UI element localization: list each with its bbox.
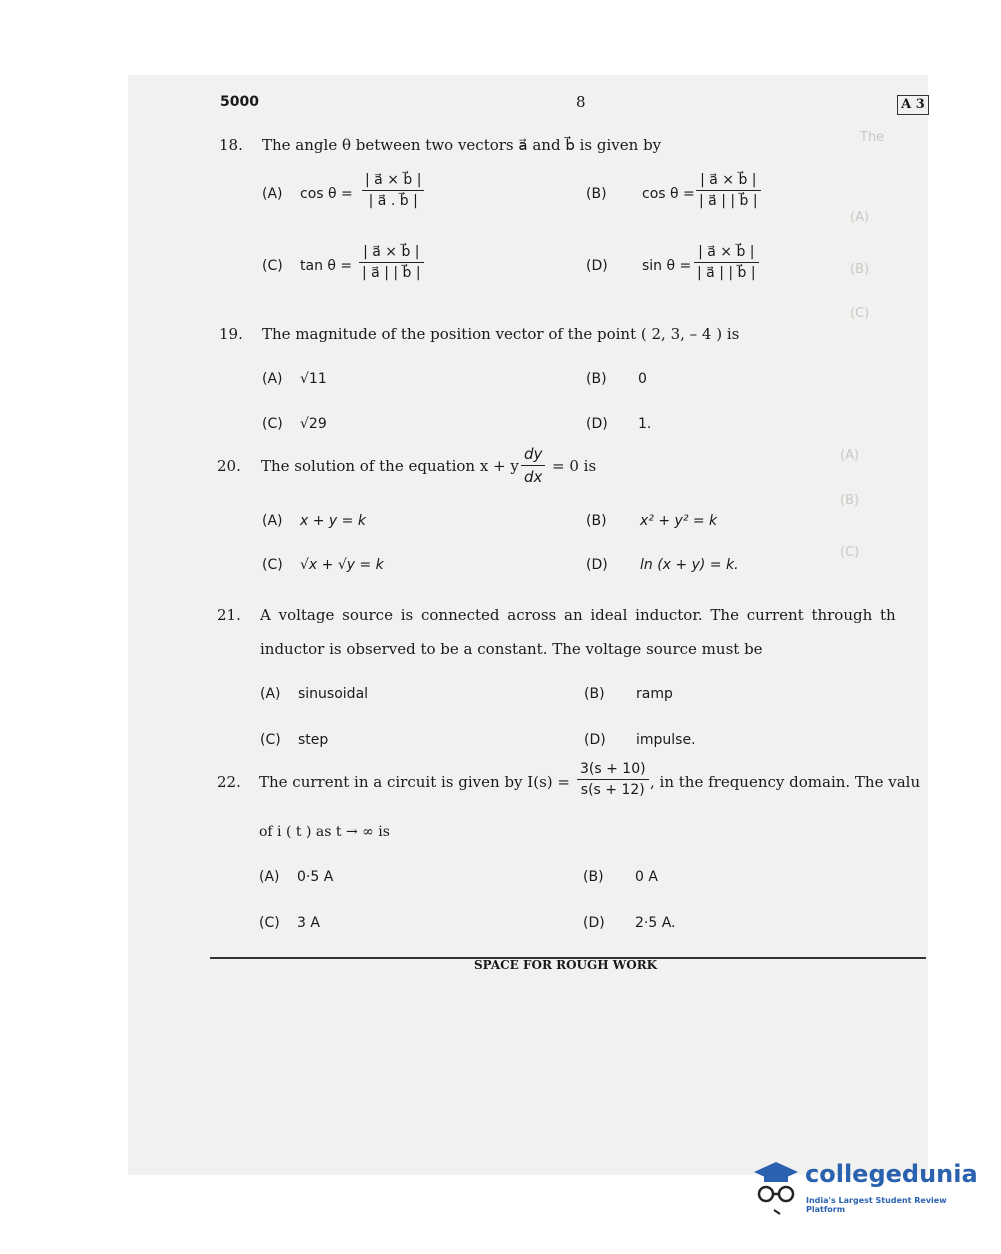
question-text: The current in a circuit is given by I(s) = xyxy=(259,773,570,791)
option-c xyxy=(262,557,384,573)
fraction-numerator: 3(s + 10) xyxy=(580,761,646,777)
option-label: (A) xyxy=(262,513,283,529)
option-label: (C) xyxy=(262,258,283,274)
option-lhs: sin θ = xyxy=(642,258,692,274)
fraction-numerator: | a⃗ × b⃗ | xyxy=(698,244,755,260)
fraction-denominator: s(s + 12) xyxy=(580,782,645,798)
option-d xyxy=(586,258,691,274)
option-label: (C) xyxy=(260,732,281,748)
option-label: (D) xyxy=(586,416,608,432)
option-b-fraction xyxy=(696,172,761,209)
option-value: 0 xyxy=(638,371,647,387)
option-value: 0 A xyxy=(635,869,658,885)
option-label: (A) xyxy=(262,186,283,202)
bleed-through: (C) xyxy=(840,545,860,560)
logo-tagline: India's Largest Student Review Platform xyxy=(806,1196,947,1214)
option-value: √x + √y = k xyxy=(300,557,384,573)
bleed-through: (A) xyxy=(850,210,870,225)
option-c-fraction xyxy=(359,244,424,281)
option-c xyxy=(262,258,352,274)
option-a-fraction xyxy=(362,172,424,209)
option-value: sinusoidal xyxy=(298,686,369,702)
option-value: x² + y² = k xyxy=(640,513,718,529)
question-number: 18. xyxy=(219,136,243,154)
option-value: ln (x + y) = k. xyxy=(640,557,739,573)
logo-wordmark: collegedunia xyxy=(805,1160,978,1188)
question-text: The magnitude of the position vector of the point ( 2, 3, – 4 ) is xyxy=(262,325,740,343)
option-label: (D) xyxy=(584,732,606,748)
transfer-fraction xyxy=(577,761,649,798)
fraction-denominator: | a⃗ | | b⃗ | xyxy=(699,193,758,209)
option-d xyxy=(584,732,696,748)
option-d xyxy=(586,557,739,573)
option-a xyxy=(262,513,366,529)
fraction-denominator: | a⃗ | | b⃗ | xyxy=(362,265,421,281)
option-label: (B) xyxy=(586,371,607,387)
option-value: step xyxy=(298,732,329,748)
option-a xyxy=(262,371,327,387)
option-d-fraction xyxy=(694,244,759,281)
option-label: (C) xyxy=(262,557,283,573)
option-value: 3 A xyxy=(297,915,320,931)
option-b xyxy=(586,371,647,387)
question-number: 19. xyxy=(219,325,243,343)
option-c xyxy=(259,915,320,931)
question-text-end: = 0 is xyxy=(552,457,597,475)
question-number: 20. xyxy=(217,457,241,475)
option-a xyxy=(260,686,368,702)
bleed-through: (B) xyxy=(850,262,870,277)
bleed-through: (C) xyxy=(850,306,870,321)
question-text-end: , in the frequency domain. The valu xyxy=(650,773,921,791)
option-value: ramp xyxy=(636,686,673,702)
option-lhs: tan θ = xyxy=(300,258,353,274)
fraction-numerator: | a⃗ × b⃗ | xyxy=(365,172,422,188)
scanned-page xyxy=(128,75,928,1175)
option-value: 0·5 A xyxy=(297,869,334,885)
option-label: (C) xyxy=(262,416,283,432)
fraction-denominator: dx xyxy=(524,468,543,486)
option-value: √11 xyxy=(300,371,327,387)
option-lhs: cos θ = xyxy=(300,186,353,202)
set-code: A 3 xyxy=(897,95,929,115)
option-c xyxy=(260,732,328,748)
question-text: The solution of the equation x + y xyxy=(261,457,519,475)
fraction-numerator: dy xyxy=(524,445,543,463)
option-b xyxy=(583,869,658,885)
option-value: 1. xyxy=(638,416,652,432)
fraction-denominator: | a⃗ . b⃗ | xyxy=(368,193,418,209)
option-label: (B) xyxy=(584,686,605,702)
page-number: 8 xyxy=(576,93,586,111)
derivative-fraction xyxy=(521,445,545,486)
fraction-numerator: | a⃗ × b⃗ | xyxy=(363,244,420,260)
option-b xyxy=(586,186,695,202)
question-number: 21. xyxy=(217,606,241,624)
fraction-numerator: | a⃗ × b⃗ | xyxy=(700,172,757,188)
option-value: √29 xyxy=(300,416,327,432)
option-value: 2·5 A. xyxy=(635,915,676,931)
option-b xyxy=(586,513,717,529)
option-label: (D) xyxy=(586,557,608,573)
option-label: (A) xyxy=(259,869,280,885)
option-value: impulse. xyxy=(636,732,696,748)
question-text: The angle θ between two vectors a⃗ and b⃗ is given by xyxy=(262,136,662,154)
option-label: (A) xyxy=(260,686,281,702)
bleed-through: The xyxy=(860,130,885,145)
graduate-mascot-icon xyxy=(750,1158,802,1218)
option-label: (D) xyxy=(583,915,605,931)
fraction-denominator: | a⃗ | | b⃗ | xyxy=(697,265,756,281)
option-label: (A) xyxy=(262,371,283,387)
question-text: A voltage source is connected across an ideal inductor. The current through th xyxy=(260,606,896,624)
bleed-through: (B) xyxy=(840,493,860,508)
option-label: (D) xyxy=(586,258,608,274)
paper-code: 5000 xyxy=(220,94,259,110)
option-label: (B) xyxy=(586,186,607,202)
option-b xyxy=(584,686,673,702)
option-d xyxy=(586,416,651,432)
question-number: 22. xyxy=(217,773,241,791)
option-label: (C) xyxy=(259,915,280,931)
option-lhs: cos θ = xyxy=(642,186,695,202)
option-label: (B) xyxy=(586,513,607,529)
option-a xyxy=(259,869,333,885)
option-label: (B) xyxy=(583,869,604,885)
question-text-line2: inductor is observed to be a constant. The voltage source must be xyxy=(260,640,763,658)
option-c xyxy=(262,416,327,432)
collegedunia-logo xyxy=(750,1158,978,1218)
option-a xyxy=(262,186,353,202)
option-value: x + y = k xyxy=(300,513,366,529)
option-d xyxy=(583,915,676,931)
question-text-line2: of i ( t ) as t → ∞ is xyxy=(259,824,390,840)
rough-work-label: SPACE FOR ROUGH WORK xyxy=(474,958,658,972)
bleed-through: (A) xyxy=(840,448,860,463)
